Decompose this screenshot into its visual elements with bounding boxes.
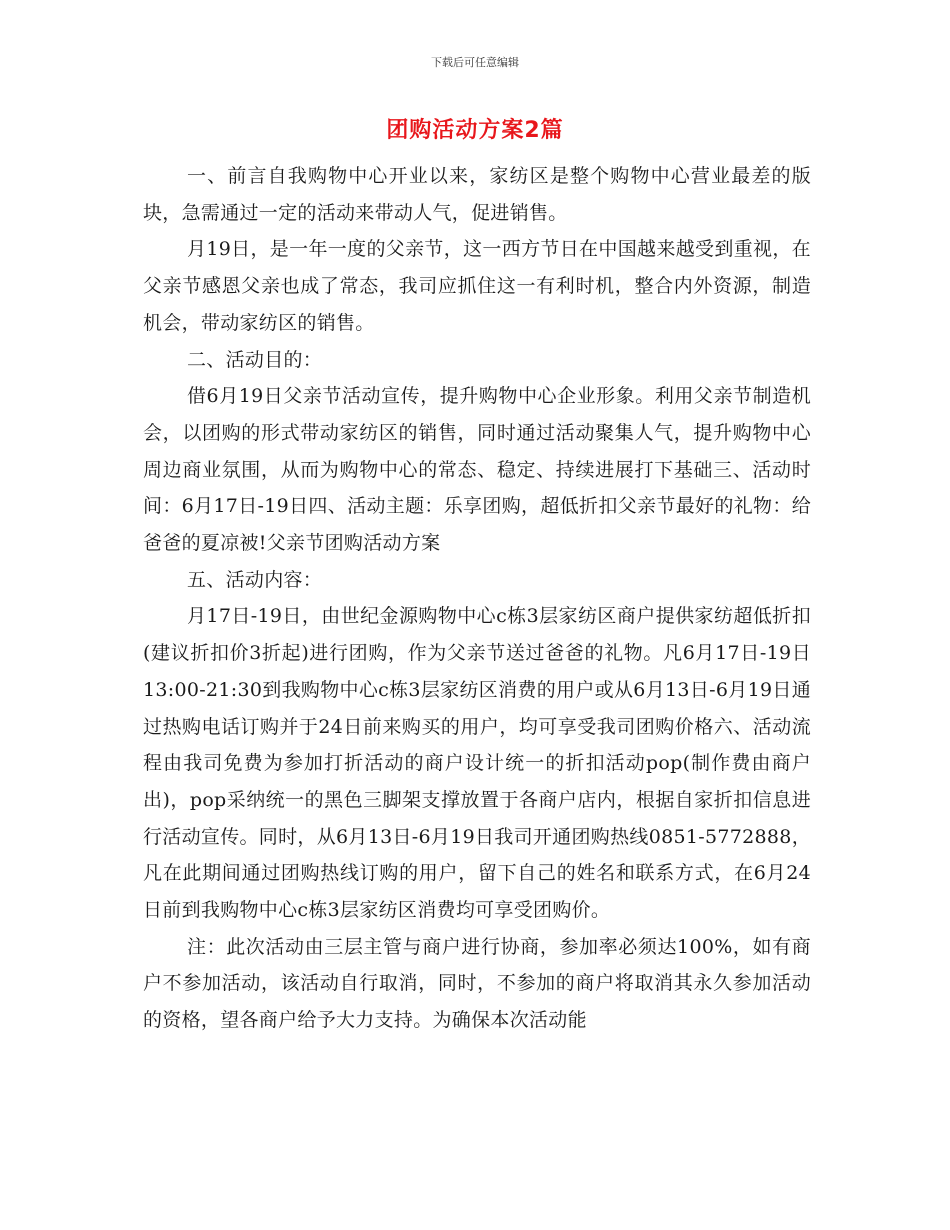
paragraph-fathers-day: 月19日，是一年一度的父亲节，这一西方节日在中国越来越受到重视，在父亲节感恩父亲也成了常态，我司应抓住这一有利时机，整合内外资源，制造机会，带动家纺区的销售。: [143, 238, 811, 334]
paragraph-note: 注：此次活动由三层主管与商户进行协商，参加率必须达100%，如有商户不参加活动，该活动自行取消，同时，不参加的商户将取消其永久参加活动的资格，望各商户给予大力支持。为确保本次活动能: [143, 935, 811, 1032]
document-body: [143, 158, 811, 1039]
paragraph-activity-purpose: 借6月19日父亲节活动宣传，提升购物中心企业形象。利用父亲节制造机会，以团购的形式带动家纺区的销售，同时通过活动聚集人气，提升购物中心周边商业氛围，从而为购物中心的常态、稳定、持续进展打下基础三、活动时间：6月17日-19日四、活动主题：乐享团购，超低折扣父亲节最好的礼物：给爸爸的夏凉被!父亲节团购活动方案: [143, 385, 811, 555]
paragraph-activity-content: 月17日-19日，由世纪金源购物中心c栋3层家纺区商户提供家纺超低折扣(建议折扣价3折起)进行团购，作为父亲节送过爸爸的礼物。凡6月17日-19日13:00-21:30到我购物中心c栋3层家纺区消费的用户或从6月13日-6月19日通过热购电话订购并于24日前来购买的用户，均可享受我司团购价格六、活动流程由我司免费为参加打折活动的商户设计统一的折扣活动pop(制作费由商户出)，pop采纳统一的黑色三脚架支撑放置于各商户店内，根据自家折扣信息进行活动宣传。同时，从6月13日-6月19日我司开通团购热线0851-5772888，凡在此期间通过团购热线订购的用户，留下自己的姓名和联系方式，在6月24日前到我购物中心c栋3层家纺区消费均可享受团购价。: [143, 605, 811, 922]
heading-activity-content: 五、活动内容：: [187, 568, 323, 591]
header-note: 下载后可任意编辑: [431, 56, 519, 69]
document-title: 团购活动方案2篇: [386, 118, 564, 143]
heading-activity-purpose: 二、活动目的：: [187, 348, 323, 371]
paragraph-intro: 一、前言自我购物中心开业以来，家纺区是整个购物中心营业最差的版块，急需通过一定的活动来带动人气，促进销售。: [143, 165, 811, 224]
